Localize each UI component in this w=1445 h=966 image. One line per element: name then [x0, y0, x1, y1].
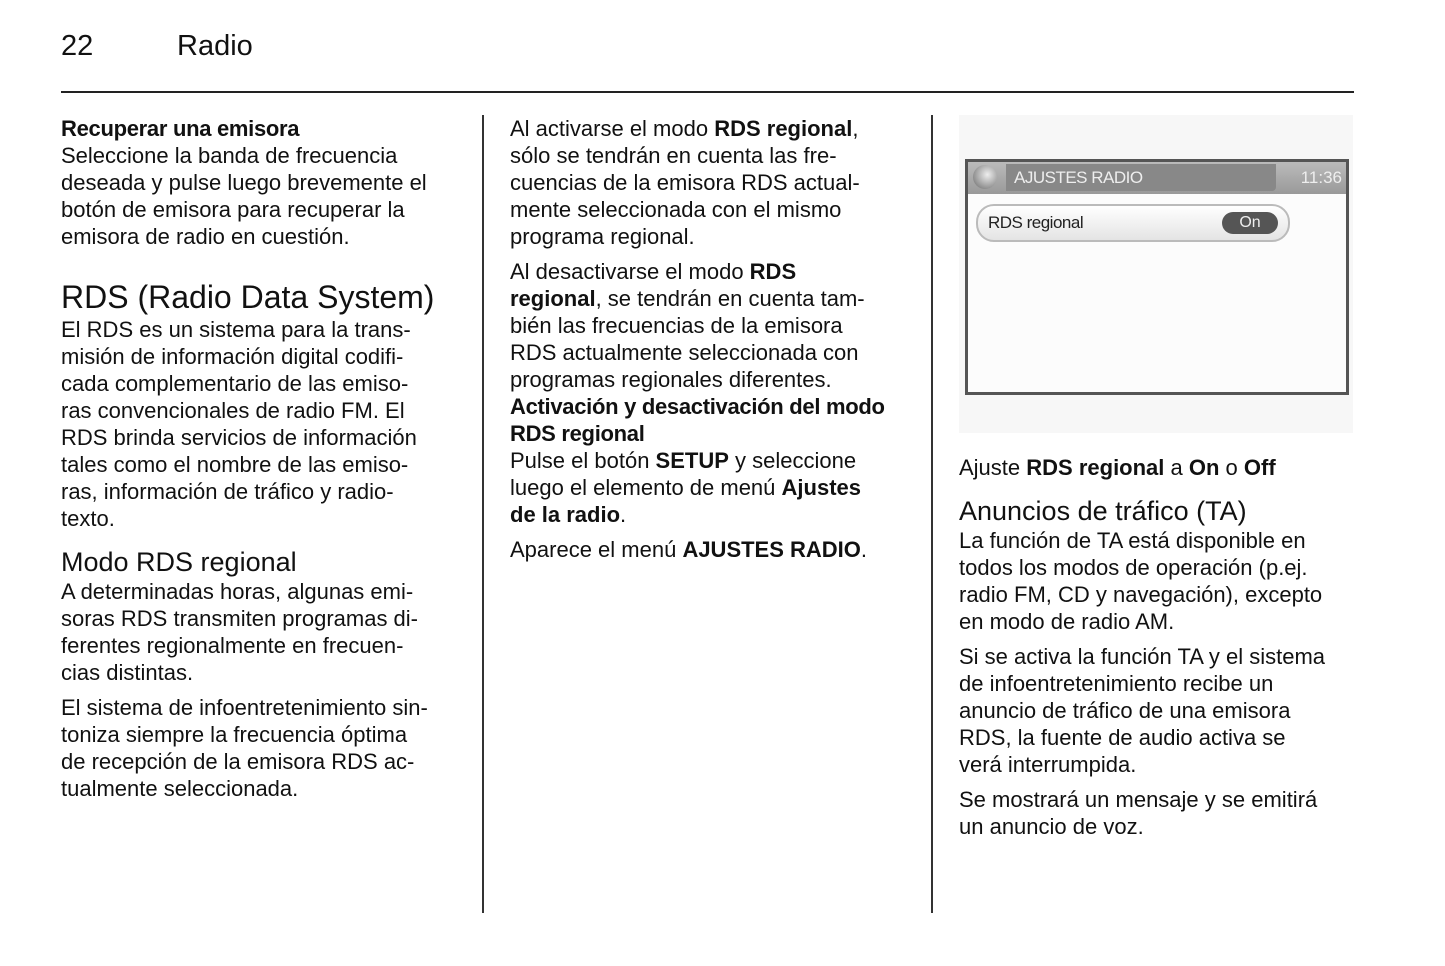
text-run: , sólo se tendrán en cuenta las fre- cuencias de la emisora RDS actual- mente seleccionada con el mismo programa regional.	[510, 116, 860, 249]
text-run: y seleccione luego el elemento de menú	[510, 448, 857, 500]
paragraph	[510, 258, 920, 393]
paragraph	[959, 454, 1369, 481]
text-run: Ajuste	[959, 455, 1027, 480]
bold-term: Off	[1243, 455, 1276, 480]
bold-term: On	[1188, 455, 1220, 480]
paragraph-heading	[510, 393, 920, 447]
screen-clock: 11:36	[1300, 168, 1342, 187]
section-heading	[61, 278, 471, 316]
screen-title: AJUSTES RADIO	[1014, 168, 1143, 187]
text-run: Activación y desactivación del modo RDS regional	[510, 394, 885, 446]
bold-term: RDS regional	[1026, 455, 1165, 480]
text-run: RDS (Radio Data System)	[61, 279, 435, 315]
column-divider	[482, 115, 484, 913]
radio-settings-screenshot	[959, 115, 1353, 433]
bold-term: Ajustes de la radio	[510, 475, 862, 527]
paragraph	[61, 142, 471, 250]
text-run: El RDS es un sistema para la trans- misión de información digital codifi- cada complementario de las emiso- ras convencionales de radio FM. El RDS brinda servicios de información tales como el nombre de las emiso- ras, información de tráfico y radio- texto.	[61, 317, 417, 531]
page-header-title: Radio	[177, 30, 253, 62]
text-run: Al desactivarse el modo	[510, 259, 750, 284]
column-middle	[510, 115, 920, 563]
text-run: o	[1219, 455, 1244, 480]
text-run: El sistema de infoentretenimiento sin- toniza siempre la frecuencia óptima de recepción de la emisora RDS ac- tualmente seleccionada.	[61, 695, 428, 801]
page-number: 22	[61, 30, 94, 62]
paragraph	[61, 316, 471, 532]
text-run: Modo RDS regional	[61, 547, 297, 577]
column-divider	[931, 115, 933, 913]
text-run: Si se activa la función TA y el sistema de infoentretenimiento recibe un anuncio de tráfico de una emisora RDS, la fuente de audio activa se verá interrumpida.	[959, 644, 1326, 777]
paragraph	[510, 115, 920, 250]
bold-term: SETUP	[655, 448, 729, 473]
screen-title-bar	[968, 162, 1346, 194]
text-run: Pulse el botón	[510, 448, 656, 473]
paragraph-heading	[61, 115, 471, 142]
text-run: Anuncios de tráfico (TA)	[959, 496, 1247, 526]
settings-disc-icon	[973, 165, 997, 189]
bold-term: AJUSTES RADIO	[682, 537, 861, 562]
rds-regional-toggle: On	[1222, 212, 1278, 234]
text-run: A determinadas horas, algunas emi- soras RDS transmiten programas di- ferentes regionalmente en frecuen- cias distintas.	[61, 579, 419, 685]
text-run: a	[1164, 455, 1189, 480]
subsection-heading	[959, 495, 1369, 527]
bold-term: RDS regional	[510, 259, 797, 311]
text-run: .	[620, 502, 627, 527]
paragraph	[959, 786, 1369, 840]
paragraph	[61, 694, 471, 802]
subsection-heading	[61, 546, 471, 578]
text-run: Seleccione la banda de frecuencia deseada y pulse luego brevemente el botón de emisora para recuperar la emisora de radio en cuestión.	[61, 143, 427, 249]
text-run: Al activarse el modo	[510, 116, 715, 141]
column-left	[61, 115, 471, 802]
rds-regional-label: RDS regional	[988, 213, 1084, 232]
text-run: La función de TA está disponible en todos los modos de operación (p.ej. radio FM, CD y navegación), excepto en modo de radio AM.	[959, 528, 1323, 634]
paragraph	[959, 643, 1369, 778]
display-screen	[965, 159, 1349, 395]
paragraph	[510, 536, 920, 563]
text-run: Se mostrará un mensaje y se emitirá un anuncio de voz.	[959, 787, 1318, 839]
paragraph	[959, 527, 1369, 635]
rds-regional-row	[976, 204, 1290, 242]
text-run: Aparece el menú	[510, 537, 683, 562]
text-run: Recuperar una emisora	[61, 116, 300, 141]
column-right	[959, 454, 1369, 840]
paragraph	[510, 447, 920, 528]
bold-term: RDS regional	[714, 116, 853, 141]
paragraph	[61, 578, 471, 686]
header-rule	[61, 91, 1354, 93]
text-run: .	[860, 537, 868, 562]
text-run: , se tendrán en cuenta tam- bién las frecuencias de la emisora RDS actualmente seleccionada con programas regionales diferentes.	[510, 286, 865, 392]
